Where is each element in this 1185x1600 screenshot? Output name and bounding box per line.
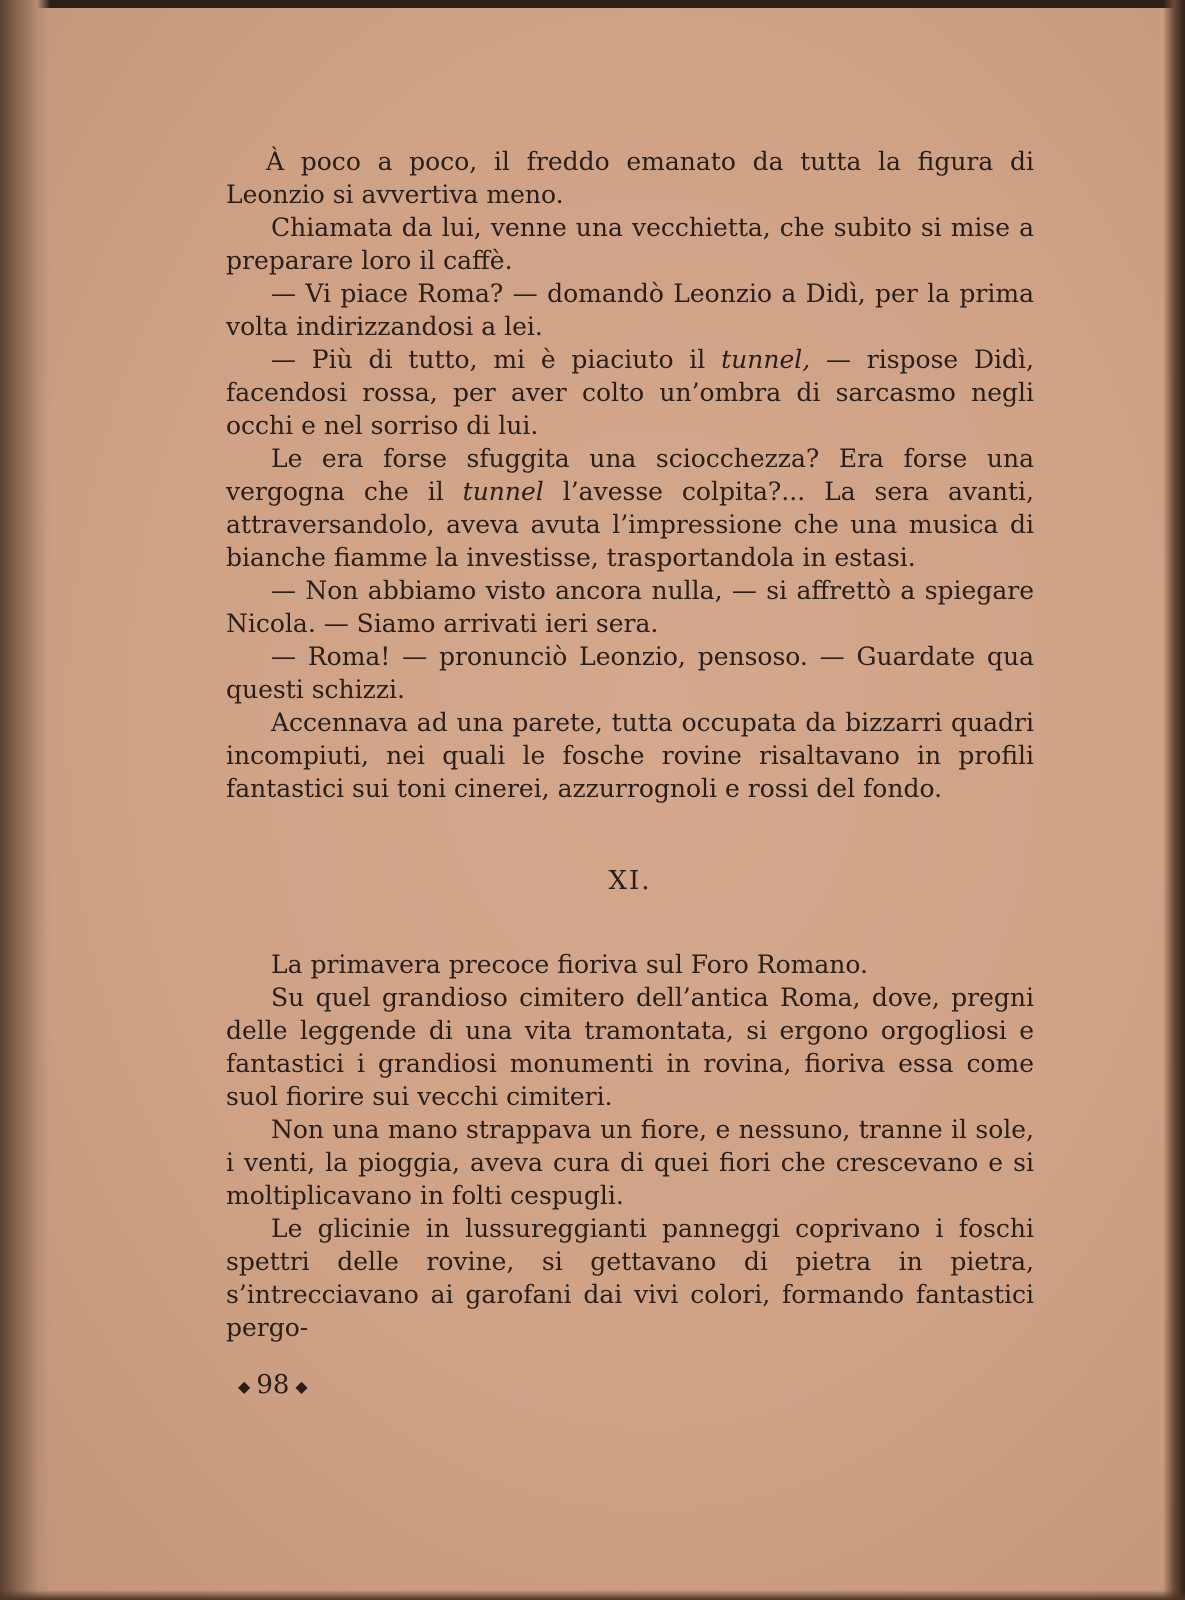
italic-word: tunnel, bbox=[721, 345, 811, 374]
paragraph bbox=[226, 442, 1034, 574]
body-text bbox=[226, 145, 1034, 1344]
paragraph: — Roma! — pronunciò Leonzio, pensoso. — Guardate qua questi schizzi. bbox=[226, 642, 1034, 704]
paragraph: Le glicinie in lussureggianti panneggi coprivano i foschi spettri delle rovine, si gettavano di pietra in pietra, s’intrecciavano ai garofani dai vivi colori, formando fantastici pergo- bbox=[226, 1214, 1034, 1342]
ornament-diamond-icon: ◆ bbox=[238, 1376, 251, 1396]
paragraph-text: — Più di tutto, mi è piaciuto il bbox=[271, 345, 722, 374]
paragraph: — Vi piace Roma? — domandò Leonzio a Didì, per la prima volta indirizzandosi a lei. bbox=[226, 279, 1034, 341]
page-right-edge bbox=[1163, 0, 1185, 1600]
ornament-diamond-icon: ◆ bbox=[295, 1376, 308, 1396]
paragraph: Non una mano strappava un fiore, e nessuno, tranne il sole, i venti, la pioggia, aveva cura di quei fiori che crescevano e si moltiplicavano in folti cespugli. bbox=[226, 1115, 1034, 1210]
page-number-footer bbox=[232, 1370, 314, 1400]
paragraph-text: l’avesse colpita?... La sera avanti, attraversandolo, aveva avuta l’impressione che una musica di bianche fiamme la investisse, trasportandola in estasi. bbox=[226, 477, 1034, 572]
paragraph: Accennava ad una parete, tutta occupata da bizzarri quadri incompiuti, nei quali le fosche rovine risaltavano in profili fantastici sui toni cinerei, azzurrognoli e rossi del fondo. bbox=[226, 708, 1034, 803]
page-binding-edge bbox=[0, 0, 50, 1600]
page-bottom-edge bbox=[0, 1590, 1185, 1600]
paragraph bbox=[226, 343, 1034, 442]
paragraph-text: — rispose Didì, facendosi rossa, per aver colto un’ombra di sarcasmo negli occhi e nel sorriso di lui. bbox=[226, 345, 1035, 440]
paragraph: À poco a poco, il freddo emanato da tutta la figura di Leonzio si avvertiva meno. bbox=[226, 147, 1034, 209]
chapter-heading: XI. bbox=[608, 866, 652, 896]
paragraph: La primavera precoce fioriva sul Foro Romano. bbox=[271, 950, 868, 979]
paragraph: Su quel grandioso cimitero dell’antica Roma, dove, pregni delle leggende di una vita tramontata, si ergono orgogliosi e fantastici i grandiosi monumenti in rovina, fioriva essa come suol fiorire sui vecchi cimiteri. bbox=[226, 983, 1034, 1111]
italic-word: tunnel bbox=[462, 477, 544, 506]
paragraph: Chiamata da lui, venne una vecchietta, che subito si mise a preparare loro il caffè. bbox=[226, 213, 1034, 275]
page-top-edge bbox=[0, 0, 1185, 8]
paragraph-text: Le era forse sfuggita una sciocchezza? Era forse una vergogna che il bbox=[226, 444, 1034, 506]
paragraph: — Non abbiamo visto ancora nulla, — si affrettò a spiegare Nicola. — Siamo arrivati ieri sera. bbox=[226, 576, 1034, 638]
page-number: 98 bbox=[256, 1370, 290, 1400]
